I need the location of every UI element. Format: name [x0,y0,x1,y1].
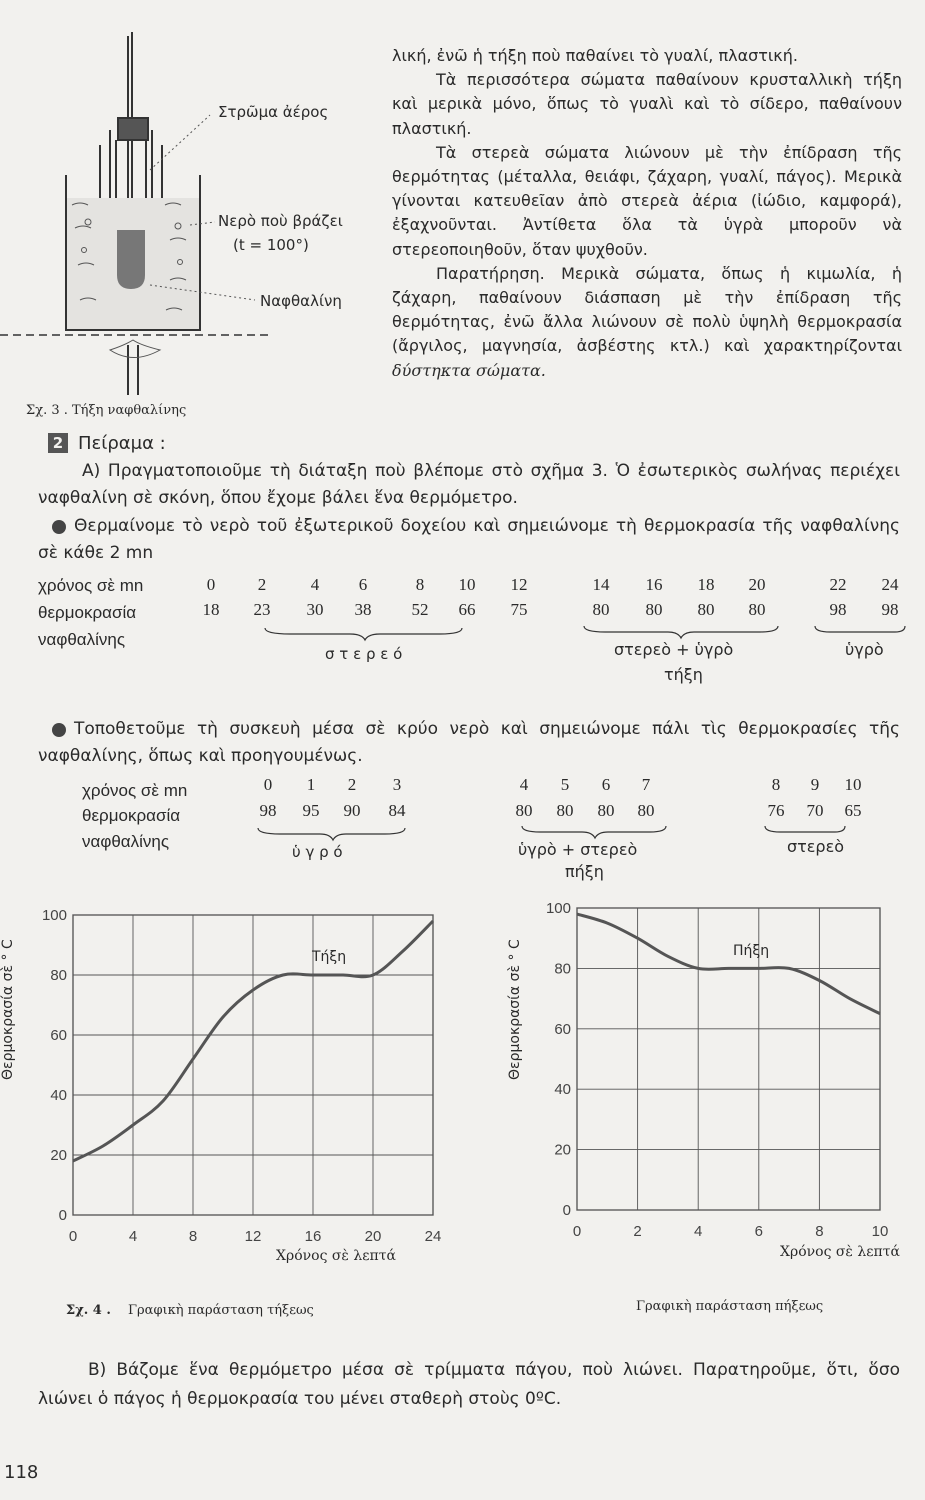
table1-group-liquid: ὑγρὸ [845,640,884,659]
chart1-xtick-label: 8 [188,1228,198,1245]
table1-time-cell: 14 [592,575,610,594]
chart2-xtick-label: 6 [754,1223,763,1240]
paragraph-3: Τὰ στερεὰ σώματα λιώνουν μὲ τὴν ἐπίδραση τῆς θερμότητας (μέταλλα, θειάφι, ζάχαρη, γυαλί, πάγος). Μερικὰ γίνονται κατευθεῖαν ἀπὸ στερεὰ ἀέρια (ἰώδιο, καμφορά), ἐξαχνοῦνται. Ἀντίθετα ὅλα τὰ ὑγρὰ μποροῦν νὰ στερεοποιηθοῦν, ὅταν ψυχθοῦν. [392,142,902,259]
chart1-ylabel: Θερμοκρασία σὲ ° C [0,939,16,1080]
chart2-ytick-label: 60 [554,1020,571,1038]
chart2-frame [577,908,880,1210]
chart1-xtick-label: 4 [128,1228,138,1245]
chart1-xtick-label: 12 [244,1228,262,1245]
table1-temp-cell: 52 [411,600,429,619]
table1-temp-cell: 75 [510,600,528,619]
table1-temp-cell: 98 [829,600,847,619]
table1-temp-cell: 30 [306,600,324,619]
table1-time-cell: 16 [645,575,663,594]
label-temperature: (t = 100°) [233,236,309,254]
observation-text: Μερικὰ σώματα, ὅπως ἡ κιμωλία, ἡ ζάχαρη, παθαίνουν διάσπαση μὲ τὴν ἐπίδραση τῆς θερμότητας, ἐνῶ ἄλλα λιώνουν σὲ πολὺ ὑψηλὴ θερμοκρασία (ἄργιλος, μαγνησία, ἀσβέστης κτλ.) καὶ χαρακτηρίζονται [392,263,902,356]
table1-time-cell: 8 [415,575,425,594]
paragraph-2: Τὰ περισσότερα σώματα παθαίνουν κρυσταλλικὴ τήξη καὶ μερικὰ μόνο, ὅπως τὸ γυαλὶ καὶ τὸ σίδερο, παθαίνουν πλαστική. [392,70,902,138]
table1-time-cell: 22 [829,575,847,594]
table2-group-liquid: ὑ γ ρ ό [292,843,343,861]
chart2-ylabel: Θερμοκρασία σὲ ° C [507,939,523,1080]
table1-temp-cell: 80 [645,600,663,619]
chart2-caption: Γραφικὴ παράσταση πήξεως [636,1299,824,1314]
chart2-xtick-label: 10 [871,1223,889,1240]
table1-temp-label-1: θερμοκρασία [38,603,137,622]
table2-temp-cell: 80 [637,801,655,820]
table2-time-cell: 7 [641,775,651,794]
chart2-ytick-label: 20 [554,1141,571,1159]
table1-time-cell: 10 [458,575,476,594]
table1-time-cell: 4 [310,575,320,594]
table1-temp-cell: 38 [354,600,372,619]
table2-time-label: χρόνος σὲ mn [82,781,188,800]
chart2 [546,900,888,1240]
table1-time-cell: 6 [358,575,368,594]
table2-time-cell: 10 [844,775,862,794]
table2-temp-cell: 80 [556,801,574,820]
table1-time-cell: 12 [510,575,528,594]
table2-time-cell: 2 [347,775,357,794]
refractory-term: δύστηκτα σώματα. [392,360,546,380]
table2-time-cell: 1 [306,775,316,794]
chart1-caption-prefix: Σχ. 4 . [66,1303,111,1318]
chart1-xlabel: Χρόνος σὲ λεπτά [276,1248,396,1264]
chart2-xtick-label: 8 [815,1223,824,1240]
paragraph-1: λική, ἐνῶ ἡ τήξη ποὺ παθαίνει τὸ γυαλί, πλαστική. [392,46,798,65]
chart1-ytick-label: 0 [58,1207,67,1224]
chart2-xlabel: Χρόνος σὲ λεπτά [780,1244,900,1260]
table2-temp-cell: 98 [259,801,277,820]
part-a-text: Α) Πραγματοποιοῦμε τὴ διάταξη ποὺ βλέπομε στὸ σχῆμα 3. Ὁ ἐσωτερικὸς σωλήνας περιέχει ναφθαλίνη σὲ σκόνη, ὅπου ἔχομε βάλει ἕνα θερμόμετρο. [38,461,900,508]
chart1-xtick-label: 16 [304,1228,322,1245]
table2-time-cell: 5 [560,775,570,794]
table2-group-solid: στερεὸ [787,837,845,856]
table1-temp-cell: 23 [253,600,271,619]
table2-temp-cell: 80 [515,801,533,820]
table1-temp-cell: 80 [748,600,766,619]
table1-time-cell: 18 [697,575,715,594]
table1-temp-cell: 80 [697,600,715,619]
chart1-xtick-label: 24 [424,1228,442,1245]
experiment-title: Πείραμα : [78,433,166,454]
chart1-caption: Γραφικὴ παράσταση τήξεως [128,1303,314,1318]
chart1-annotation: Τήξη [312,949,347,965]
table1-group-solid: σ τ ε ρ ε ό [325,645,403,663]
chart2-ytick-label: 40 [554,1081,571,1099]
table2-time-cell: 9 [810,775,820,794]
table2-time-cell: 4 [519,775,529,794]
part-b-text: Β) Βάζομε ἕνα θερμόμετρο μέσα σὲ τρίμματα πάγου, ποὺ λιώνει. Παρατηροῦμε, ὅτι, ὅσο λιώνει ὁ πάγος ἡ θερμοκρασία του μένει σταθερὴ στοὺς 0ºC. [38,1360,900,1409]
table2-time-cell: 0 [263,775,273,794]
table1-time-cell: 20 [748,575,766,594]
table1-temp-cell: 80 [592,600,610,619]
chart1-ytick-label: 80 [50,967,67,984]
table2-temp-label-1: θερμοκρασία [82,806,181,825]
table2-temp-cell: 80 [597,801,615,820]
table1-time-cell: 24 [881,575,899,594]
chart2-ytick-label: 0 [562,1202,571,1219]
chart1-ytick-label: 100 [41,907,67,924]
table2-temp-label-2: ναφθαλίνης [82,832,170,851]
chart1-xtick-label: 0 [68,1228,78,1245]
experiment-number-badge: 2 [48,433,68,453]
bullet-cooling-text: Τοποθετοῦμε τὴ συσκευὴ μέσα σὲ κρύο νερὸ καὶ σημειώνομε πάλι τὶς θερμοκρασίες τῆς ναφθαλίνης, ὅπως καὶ προηγουμένως. [38,719,900,766]
chart2-series-line [577,914,880,1014]
table1-group-mix-sub: τήξη [664,665,703,684]
table2-group-mix-sub: πήξη [565,862,604,881]
observation-lead: Παρατήρηση. [436,263,545,283]
chart2-xtick-label: 2 [633,1223,642,1240]
chart1-ytick-label: 20 [50,1147,67,1164]
chart1-xtick-label: 20 [364,1228,382,1245]
chart2-xtick-label: 0 [572,1223,582,1240]
table2-time-cell: 6 [601,775,611,794]
label-air-layer: Στρῶμα ἀέρος [218,103,329,121]
bullet-heating-text: Θερμαίνομε τὸ νερὸ τοῦ ἐξωτερικοῦ δοχείου καὶ σημειώνομε τὴ θερμοκρασία τῆς ναφθαλίνης σὲ κάθε 2 mn [38,516,900,563]
label-boiling-water: Νερὸ ποὺ βράζει [218,212,343,230]
table1-group-mix: στερεὸ + ὑγρὸ [614,640,734,659]
table1-time-cell: 0 [206,575,216,594]
chart2-xtick-label: 4 [694,1223,703,1240]
table2-temp-cell: 65 [844,801,862,820]
chart1-ytick-label: 40 [50,1087,67,1104]
table2-temp-cell: 90 [343,801,361,820]
table2-temp-cell: 84 [388,801,406,820]
chart1-ytick-label: 60 [50,1027,67,1044]
table1-temp-cell: 66 [458,600,476,619]
figure-3-caption: Σχ. 3 . Τήξη ναφθαλίνης [26,403,187,418]
chart2-annotation: Πήξη [733,943,770,959]
table2-temp-cell: 76 [767,801,785,820]
chart1 [42,907,441,1245]
table2-time-cell: 8 [771,775,781,794]
table2-time-cell: 3 [392,775,402,794]
page-number: 118 [4,1462,39,1483]
table2-group-mix: ὑγρὸ + στερεὸ [518,840,638,859]
label-naphthalene: Ναφθαλίνη [260,292,342,310]
table1-temp-cell: 18 [202,600,220,619]
table1-temp-cell: 98 [881,600,899,619]
table1-time-label: χρόνος σὲ mn [38,576,144,595]
table2-temp-cell: 95 [302,801,320,820]
chart2-ytick-label: 100 [545,900,571,917]
chart2-ytick-label: 80 [554,960,571,978]
table2-temp-cell: 70 [806,801,824,820]
table1-time-cell: 2 [257,575,267,594]
table1-temp-label-2: ναφθαλίνης [38,630,126,649]
